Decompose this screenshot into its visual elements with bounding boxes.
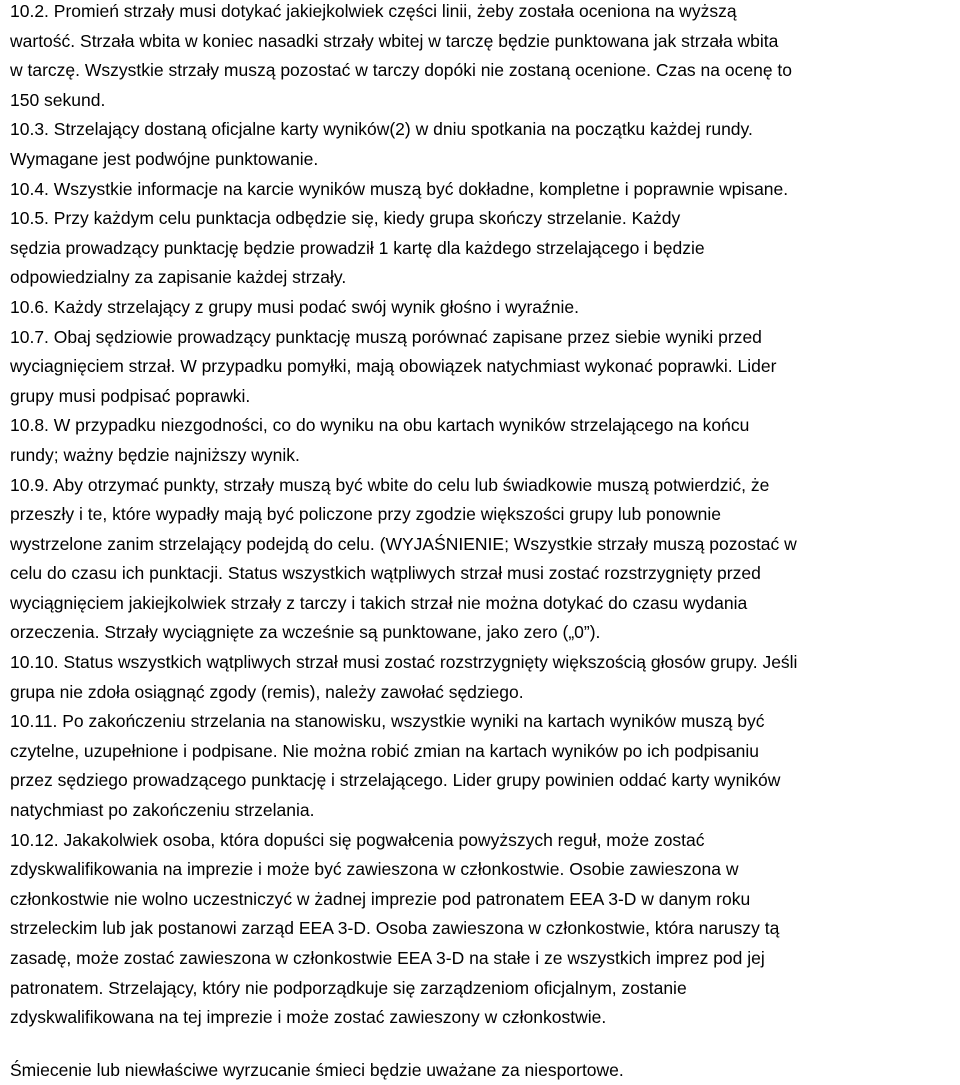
paragraph-10-3 — [10, 115, 955, 174]
paragraph-10-2 — [10, 0, 955, 115]
text-line: Śmiecenie lub niewłaściwe wyrzucanie śmieci będzie uważane za niesportowe. — [10, 1059, 624, 1080]
text-line: przez sędziego prowadzącego punktację i strzelającego. Lider grupy powinien oddać karty wyników — [10, 770, 781, 791]
text-line: grupa nie zdoła osiągnąć zgody (remis), należy zawołać sędziego. — [10, 681, 524, 702]
text-line: wyciagnięciem strzał. W przypadku pomyłki, mają obowiązek natychmiast wykonać poprawki. Lider — [10, 356, 777, 377]
text-line: 10.6. Każdy strzelający z grupy musi podać swój wynik głośno i wyraźnie. — [10, 296, 579, 317]
text-line: zdyskwalifikowana na tej imprezie i może zostać zawieszony w członkostwie. — [10, 1007, 607, 1028]
text-line: wystrzelone zanim strzelający podejdą do celu. (WYJAŚNIENIE; Wszystkie strzały muszą pozostać w — [10, 533, 797, 554]
text-line: 10.3. Strzelający dostaną oficjalne karty wyników(2) w dniu spotkania na początku każdej rundy. — [10, 119, 753, 140]
text-line: przeszły i te, które wypadły mają być policzone przy zgodzie większości grupy lub ponownie — [10, 504, 722, 525]
text-line: w tarczę. Wszystkie strzały muszą pozostać w tarczy dopóki nie zostaną ocenione. Czas na ocenę to — [10, 60, 793, 81]
paragraph-10-5 — [10, 204, 955, 293]
paragraph-10-7 — [10, 323, 955, 412]
text-line: grupy musi podpisać poprawki. — [10, 385, 251, 406]
final-note — [10, 1056, 955, 1085]
text-line: sędzia prowadzący punktację będzie prowadził 1 kartę dla każdego strzelającego i będzie — [10, 237, 705, 258]
text-line: 10.11. Po zakończeniu strzelania na stanowisku, wszystkie wyniki na kartach wyników muszą być — [10, 711, 765, 732]
text-line: 10.5. Przy każdym celu punktacja odbędzie się, kiedy grupa skończy strzelanie. Każdy — [10, 208, 681, 229]
text-line: zasadę, może zostać zawieszona w członkostwie EEA 3-D na stałe i ze wszystkich imprez pod jej — [10, 948, 765, 968]
paragraph-10-11 — [10, 707, 955, 825]
document-body — [10, 0, 955, 1085]
text-line: zdyskwalifikowania na imprezie i może być zawieszona w członkostwie. Osobie zawieszona w — [10, 859, 739, 880]
text-line: 150 sekund. — [10, 89, 106, 110]
text-line: natychmiast po zakończeniu strzelania. — [10, 800, 315, 821]
text-line: wartość. Strzała wbita w koniec nasadki strzały wbitej w tarczę będzie punktowana jak strzała wbita — [10, 30, 779, 51]
paragraph-10-12 — [10, 826, 955, 1033]
paragraph-10-9 — [10, 471, 955, 649]
text-line: 10.10. Status wszystkich wątpliwych strzał musi zostać rozstrzygnięty większością głosów grupy. Jeśli — [10, 652, 798, 673]
text-line: 10.12. Jakakolwiek osoba, która dopuści się pogwałcenia powyższych reguł, może zostać — [10, 829, 705, 850]
text-line: 10.8. W przypadku niezgodności, co do wyniku na obu kartach wyników strzelającego na końcu — [10, 415, 750, 436]
text-line: 10.2. Promień strzały musi dotykać jakiejkolwiek części linii, żeby została oceniona na wyższą — [10, 1, 737, 21]
text-line: rundy; ważny będzie najniższy wynik. — [10, 444, 300, 465]
paragraph-10-8 — [10, 411, 955, 470]
text-line: 10.7. Obaj sędziowie prowadzący punktację muszą porównać zapisane przez siebie wyniki przed — [10, 326, 762, 347]
text-line: 10.9. Aby otrzymać punkty, strzały muszą być wbite do celu lub świadkowie muszą potwierdzić, że — [10, 474, 770, 495]
paragraph-spacer — [10, 1033, 955, 1056]
paragraph-10-6 — [10, 293, 955, 323]
text-line: celu do czasu ich punktacji. Status wszystkich wątpliwych strzał musi zostać rozstrzygnięty przed — [10, 563, 761, 584]
paragraph-10-10 — [10, 648, 955, 707]
text-line: orzeczenia. Strzały wyciągnięte za wcześnie są punktowane, jako zero („0”). — [10, 622, 601, 643]
text-line: strzeleckim lub jak postanowi zarząd EEA 3-D. Osoba zawieszona w członkostwie, która naruszy tą — [10, 918, 780, 939]
text-line: wyciągnięciem jakiejkolwiek strzały z tarczy i takich strzał nie można dotykać do czasu wydania — [10, 592, 748, 613]
text-line: patronatem. Strzelający, który nie podporządkuje się zarządzeniom oficjalnym, zostanie — [10, 977, 687, 998]
text-line: 10.4. Wszystkie informacje na karcie wyników muszą być dokładne, kompletne i poprawnie wpisane. — [10, 178, 789, 199]
text-line: odpowiedzialny za zapisanie każdej strzały. — [10, 267, 347, 288]
paragraph-10-4 — [10, 175, 955, 205]
text-line: członkostwie nie wolno uczestniczyć w żadnej imprezie pod patronatem EEA 3-D w danym roku — [10, 888, 751, 909]
text-line: czytelne, uzupełnione i podpisane. Nie można robić zmian na kartach wyników po ich podpisaniu — [10, 740, 760, 761]
text-line: Wymagane jest podwójne punktowanie. — [10, 148, 319, 169]
